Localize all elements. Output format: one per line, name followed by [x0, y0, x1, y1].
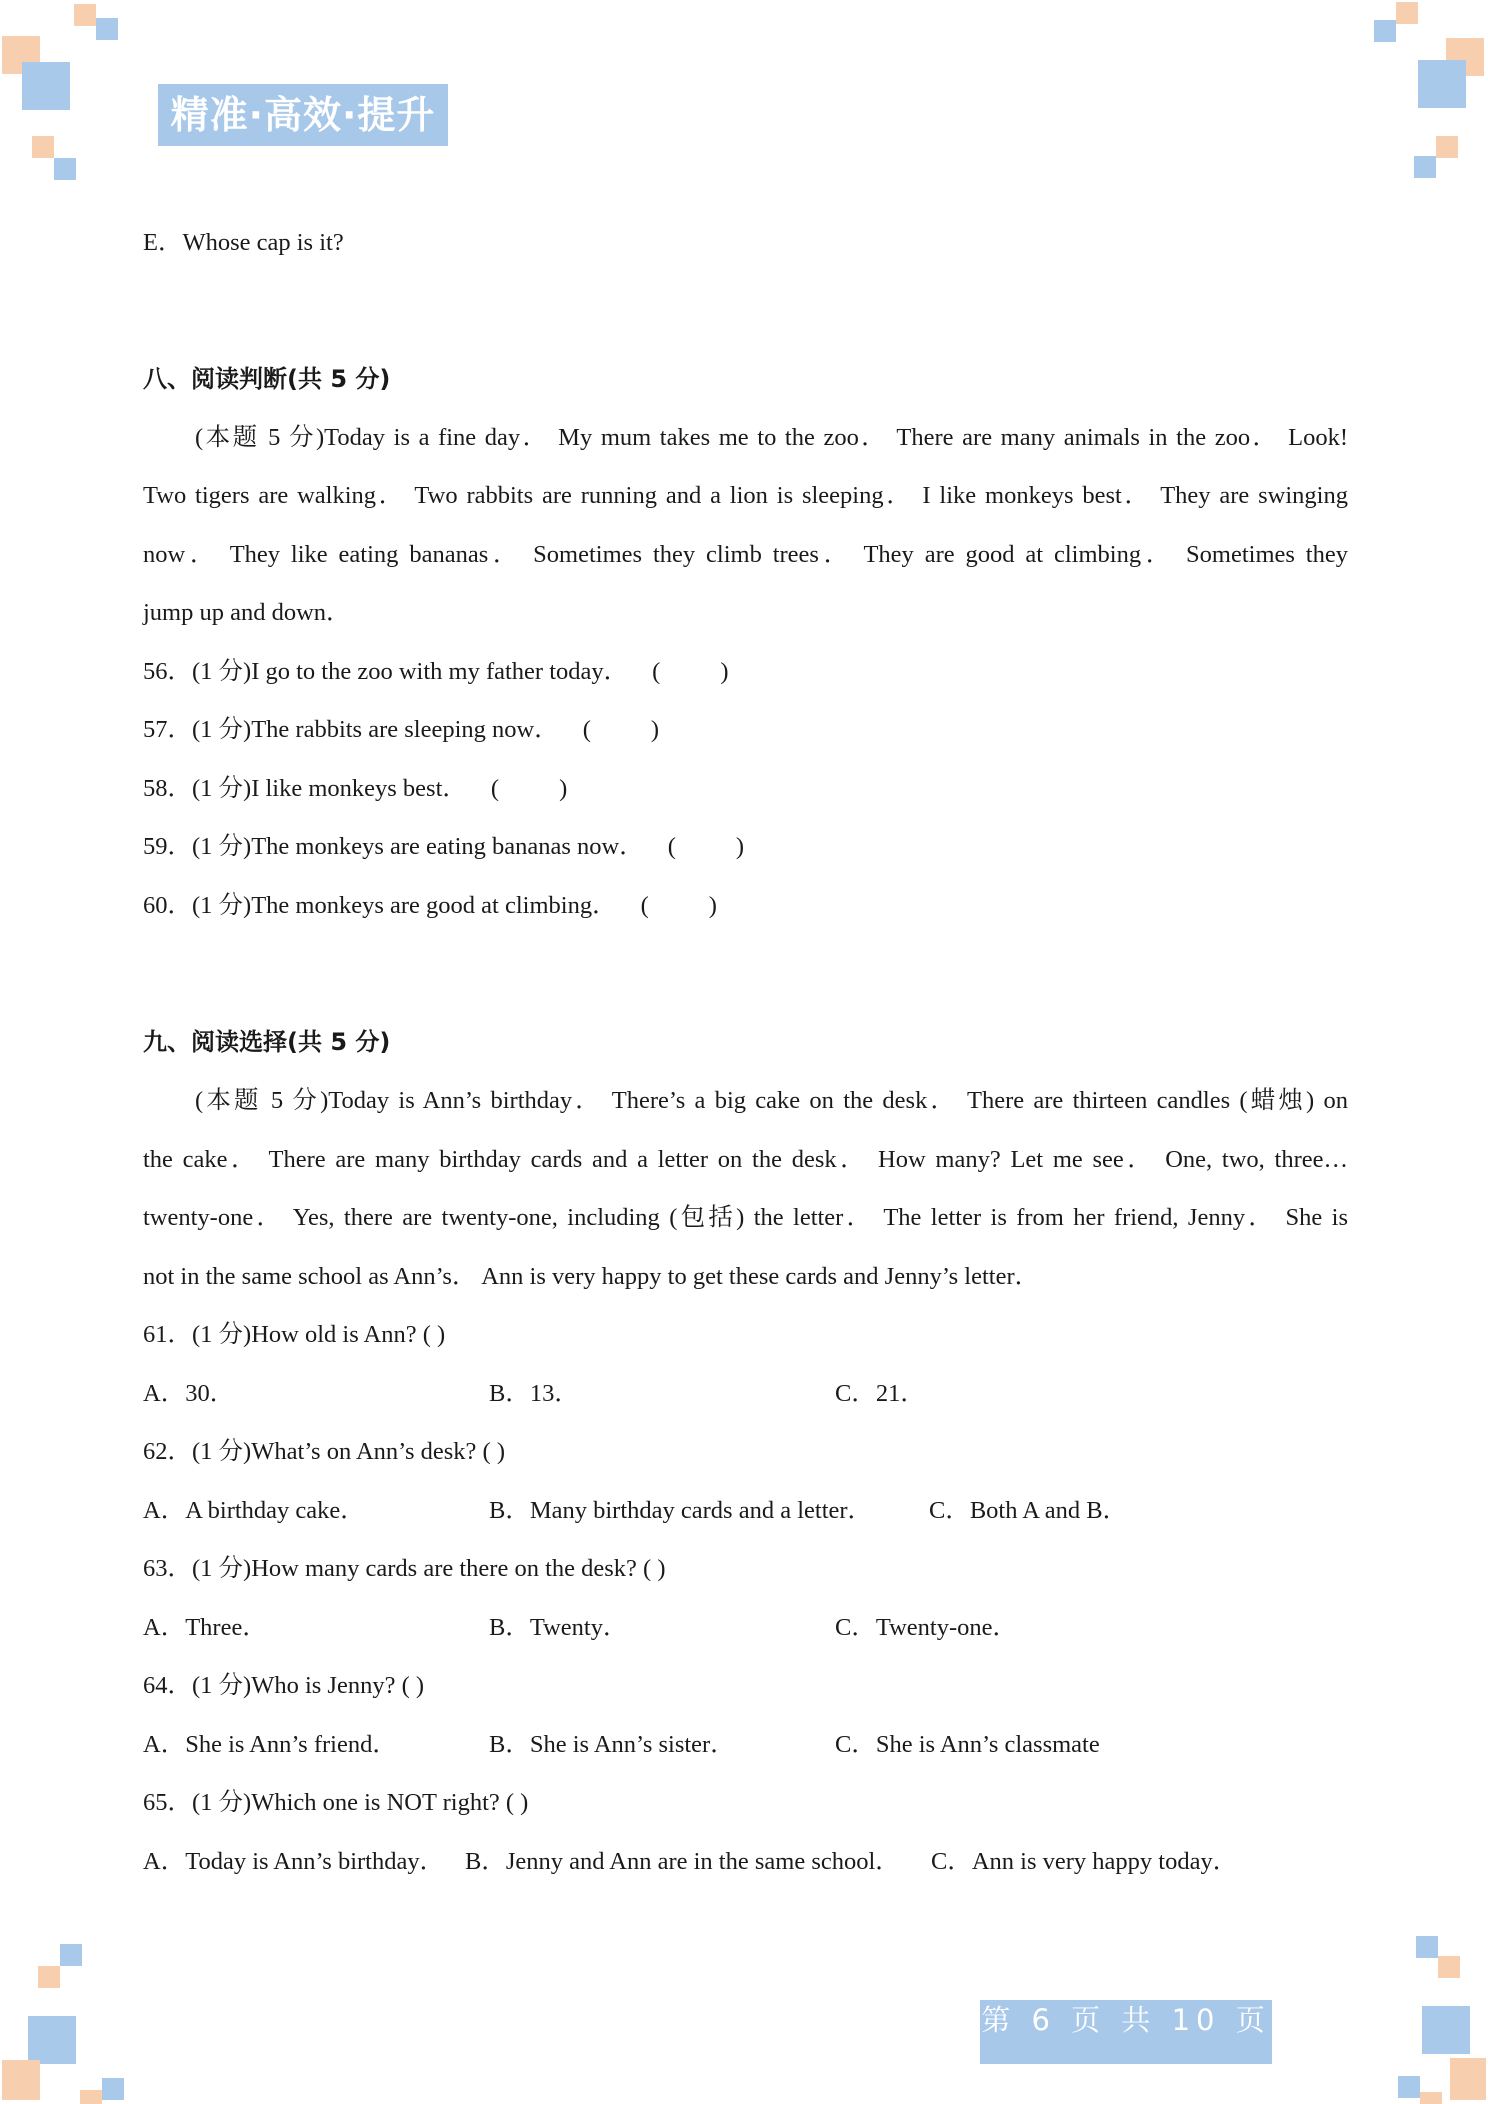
answer-paren-close: )	[708, 892, 717, 919]
q62-option-a[interactable]: A．A birthday cake．	[143, 1497, 365, 1524]
page-number-badge: 第 6 页 共 10 页	[980, 2000, 1272, 2064]
answer-paren-open[interactable]: (	[652, 658, 661, 685]
question-63-stem: 63．(1 分)How many cards are there on the desk? ( )	[143, 1555, 666, 1582]
question-65-stem: 65．(1 分)Which one is NOT right? ( )	[143, 1789, 529, 1816]
q62-option-c[interactable]: C．Both A and B．	[929, 1497, 1128, 1524]
question-60-text: 60．(1 分)The monkeys are good at climbing．	[143, 892, 617, 919]
passage-8-line-4: jump up and down．	[143, 599, 351, 626]
q65-option-b[interactable]: B．Jenny and Ann are in the same school．	[465, 1848, 900, 1875]
q63-option-a[interactable]: A．Three．	[143, 1614, 267, 1641]
answer-paren-open[interactable]: (	[582, 716, 591, 743]
passage-8-line-3: now． They like eating bananas． Sometimes they climb trees． They are good at climbing． Sometimes they	[143, 541, 1348, 568]
answer-paren-open[interactable]: (	[640, 892, 649, 919]
passage-9-line-1: (本题 5 分)Today is Ann’s birthday． There’s a big cake on the desk． There are thirteen candles (蜡烛) on	[195, 1087, 1348, 1114]
passage-8-line-1: (本题 5 分)Today is a fine day． My mum takes me to the zoo． There are many animals in the zoo． Look!	[195, 424, 1348, 451]
question-60	[143, 891, 717, 921]
q61-option-a[interactable]: A．30．	[143, 1380, 235, 1407]
question-56-text: 56．(1 分)I go to the zoo with my father today．	[143, 658, 629, 685]
question-62-stem: 62．(1 分)What’s on Ann’s desk? ( )	[143, 1438, 505, 1465]
q63-option-b[interactable]: B．Twenty．	[489, 1614, 628, 1641]
q63-option-c[interactable]: C．Twenty-one．	[835, 1614, 1018, 1641]
answer-paren-close: )	[735, 833, 745, 860]
q64-option-a[interactable]: A．She is Ann’s friend．	[143, 1731, 397, 1758]
q61-option-b[interactable]: B．13．	[489, 1380, 579, 1407]
answer-paren-close: )	[559, 775, 568, 802]
question-58-text: 58．(1 分)I like monkeys best．	[143, 775, 467, 802]
q64-option-b[interactable]: B．She is Ann’s sister．	[489, 1731, 735, 1758]
passage-9-line-4: not in the same school as Ann’s． Ann is very happy to get these cards and Jenny’s letter．	[143, 1263, 1040, 1290]
answer-paren-open[interactable]: (	[490, 775, 500, 802]
question-57-text: 57．(1 分)The rabbits are sleeping now．	[143, 716, 559, 743]
section-8-heading: 八、阅读判断(共 5 分)	[143, 365, 391, 393]
q61-option-c[interactable]: C．21．	[835, 1380, 925, 1407]
answer-paren-close: )	[720, 658, 729, 685]
passage-8-line-2: Two tigers are walking． Two rabbits are running and a lion is sleeping． I like monkeys best． They are swinging	[143, 482, 1348, 509]
question-57	[143, 715, 659, 745]
header-badge: 精准·高效·提升	[158, 84, 448, 146]
answer-paren-open[interactable]: (	[667, 833, 676, 860]
q65-option-a[interactable]: A．Today is Ann’s birthday．	[143, 1848, 445, 1875]
prev-question-option-e: E．Whose cap is it?	[143, 229, 344, 256]
question-61-stem: 61．(1 分)How old is Ann? ( )	[143, 1321, 446, 1348]
question-64-stem: 64．(1 分)Who is Jenny? ( )	[143, 1672, 425, 1699]
question-59-text: 59．(1 分)The monkeys are eating bananas now．	[143, 833, 644, 860]
passage-9-line-2: the cake． There are many birthday cards and a letter on the desk． How many? Let me see． One, two, three…	[143, 1146, 1348, 1173]
question-56	[143, 657, 728, 687]
question-58	[143, 774, 567, 804]
q62-option-b[interactable]: B．Many birthday cards and a letter．	[489, 1497, 873, 1524]
q65-option-c[interactable]: C．Ann is very happy today．	[931, 1848, 1238, 1875]
section-9-heading: 九、阅读选择(共 5 分)	[143, 1028, 391, 1056]
q64-option-c[interactable]: C．She is Ann’s classmate	[835, 1731, 1100, 1758]
passage-9-line-3: twenty-one． Yes, there are twenty-one, including (包括) the letter． The letter is from her friend, Jenny． She is	[143, 1204, 1348, 1231]
question-59	[143, 832, 744, 862]
answer-paren-close: )	[650, 716, 660, 743]
